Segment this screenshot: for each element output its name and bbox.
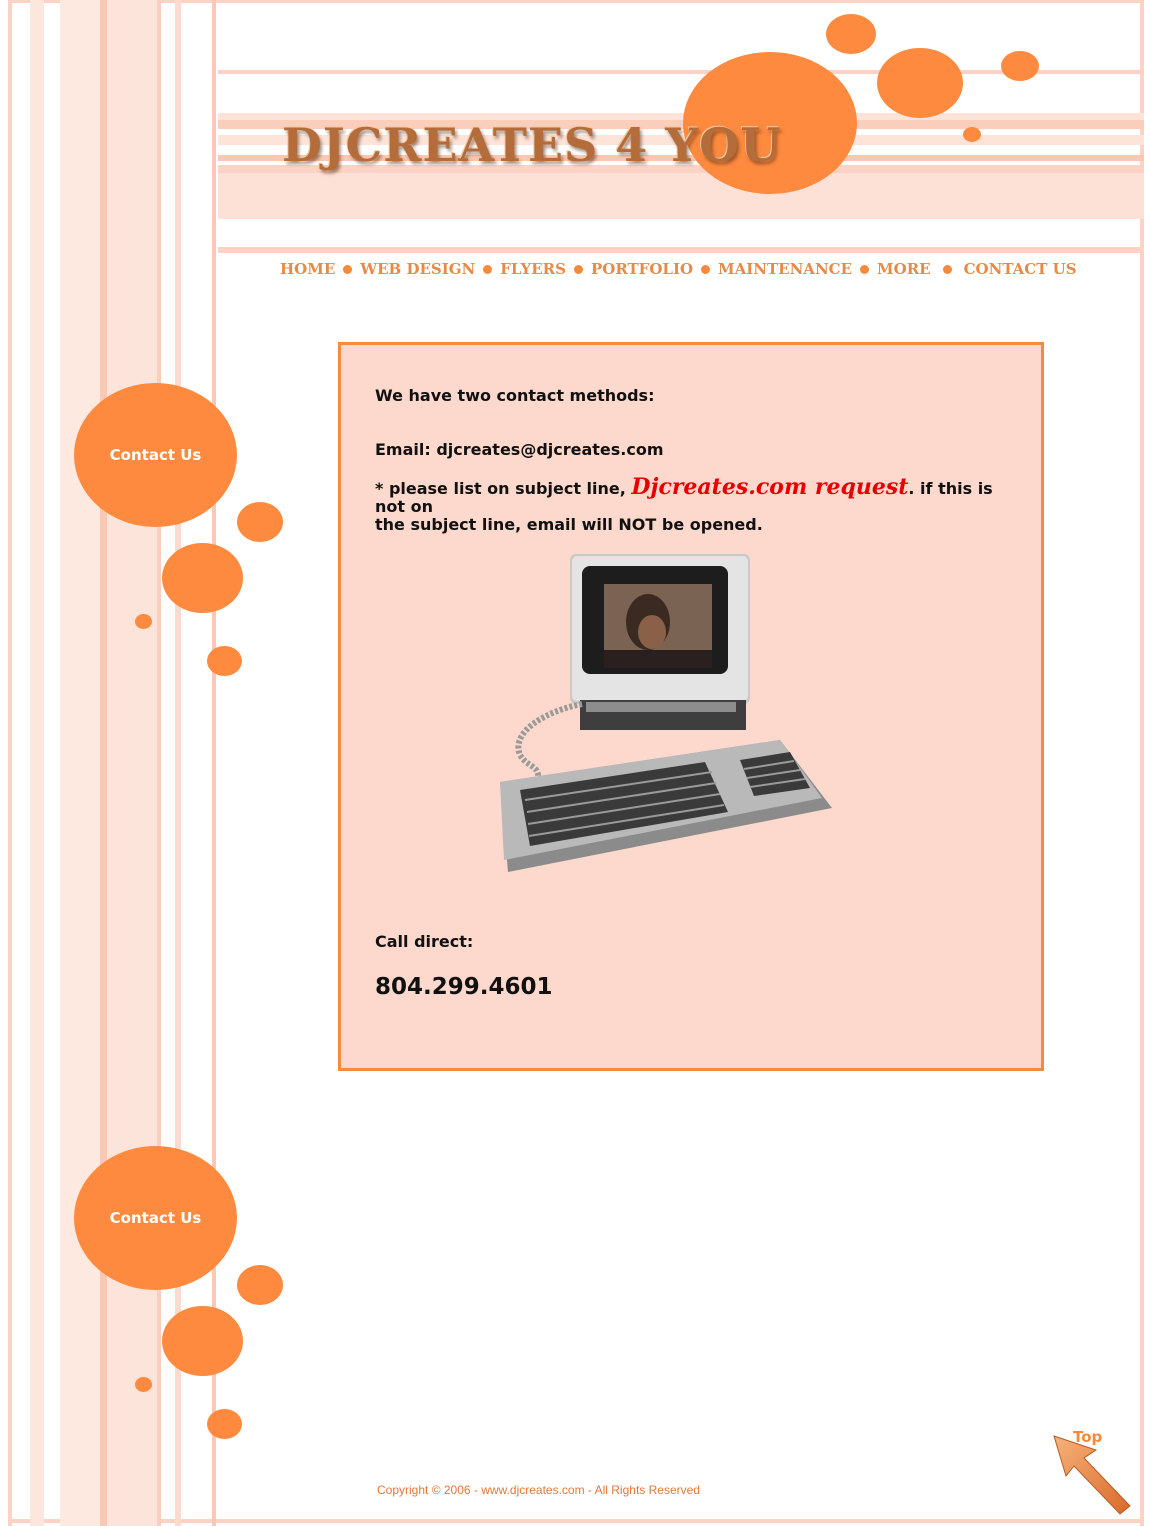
subject-note: [375, 474, 995, 534]
nav-separator-dot: [574, 265, 583, 274]
nav-web-design[interactable]: WEB DESIGN: [360, 260, 476, 278]
phone-number[interactable]: 804.299.4601: [375, 974, 553, 1000]
site-logo[interactable]: DJCREATES 4 YOU: [282, 118, 782, 172]
nav-home[interactable]: HOME: [280, 260, 336, 278]
header-circle: [877, 48, 963, 118]
header-circle: [963, 127, 981, 142]
sidebar-circle: [135, 1377, 152, 1392]
header-circle: [826, 14, 876, 54]
subject-note-line2: the subject line, email will NOT be opened.: [375, 515, 763, 534]
sidebar-contact-us-button[interactable]: Contact Us: [74, 383, 237, 527]
contact-intro: We have two contact methods:: [375, 386, 655, 405]
nav-maintenance[interactable]: MAINTENANCE: [718, 260, 853, 278]
sidebar-circle: [135, 614, 152, 629]
subject-highlight: Djcreates.com request: [631, 474, 909, 500]
sidebar-circle: [207, 646, 242, 676]
nav-separator-dot: [860, 265, 869, 274]
main-nav: [280, 260, 1077, 278]
nav-more[interactable]: MORE: [877, 260, 931, 278]
nav-flyers[interactable]: FLYERS: [500, 260, 566, 278]
header-circle: [1001, 51, 1039, 81]
nav-contact-us[interactable]: CONTACT US: [963, 260, 1077, 278]
nav-separator-dot: [343, 265, 352, 274]
back-to-top-label[interactable]: Top: [1073, 1428, 1103, 1446]
sidebar-contact-us-button-bottom[interactable]: Contact Us: [74, 1146, 237, 1290]
nav-separator-dot: [701, 265, 710, 274]
sidebar-circle: [162, 1306, 243, 1376]
sidebar-circle: [237, 502, 283, 542]
subject-note-suffix: . if this is not on: [375, 479, 993, 516]
subject-note-prefix: * please list on subject line,: [375, 479, 632, 498]
nav-separator-dot: [943, 265, 952, 274]
nav-separator-dot: [483, 265, 492, 274]
nav-portfolio[interactable]: PORTFOLIO: [590, 260, 694, 278]
call-label: Call direct:: [375, 932, 474, 951]
frame-right: [1140, 0, 1144, 1526]
sidebar-circle: [207, 1409, 242, 1439]
sidebar-circle: [237, 1265, 283, 1305]
copyright: Copyright © 2006 - www.djcreates.com - All Rights Reserved: [377, 1483, 700, 1497]
email-line[interactable]: Email: djcreates@djcreates.com: [375, 440, 664, 459]
computer-illustration: [490, 550, 835, 880]
sidebar-circle: [162, 543, 243, 613]
